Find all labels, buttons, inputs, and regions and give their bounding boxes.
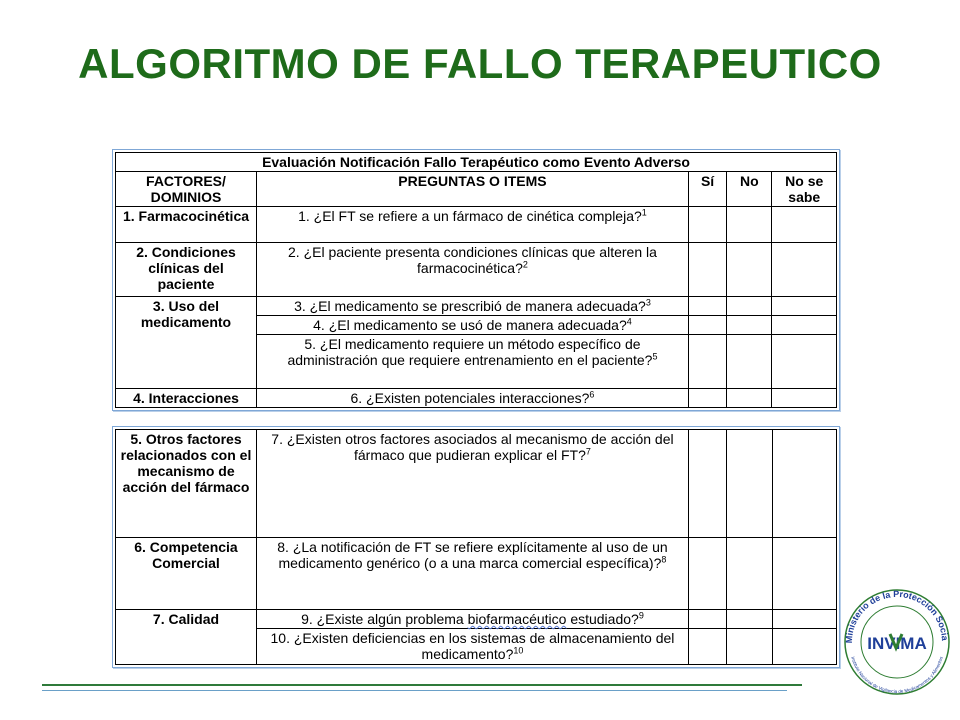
answer-yes-cell[interactable] bbox=[688, 538, 726, 610]
answer-unknown-cell[interactable] bbox=[772, 538, 836, 610]
factor-cell: 4. Interacciones bbox=[116, 389, 257, 408]
answer-yes-cell[interactable] bbox=[688, 207, 726, 243]
answer-no-cell[interactable] bbox=[727, 335, 772, 389]
factor-cell: 2. Condiciones clínicas del paciente bbox=[116, 243, 257, 297]
answer-yes-cell[interactable] bbox=[688, 430, 726, 538]
factor-cell: 7. Calidad bbox=[116, 610, 257, 665]
footer-line-green bbox=[42, 684, 802, 686]
answer-unknown-cell[interactable] bbox=[772, 610, 836, 629]
answer-no-cell[interactable] bbox=[727, 538, 772, 610]
answer-no-cell[interactable] bbox=[727, 297, 772, 316]
spellcheck-word: biofarmacéutico bbox=[467, 611, 567, 627]
answer-yes-cell[interactable] bbox=[688, 610, 726, 629]
factor-cell: 6. Competencia Comercial bbox=[116, 538, 257, 610]
evaluation-table-part-2 bbox=[112, 426, 840, 668]
answer-unknown-cell[interactable] bbox=[772, 243, 837, 297]
question-cell: 8. ¿La notificación de FT se refiere explícitamente al uso de un medicamento genérico (o a una marca comercial específica)?$^8$ bbox=[256, 538, 688, 610]
answer-unknown-cell[interactable] bbox=[772, 389, 837, 408]
question-cell: 2. ¿El paciente presenta condiciones clínicas que alteren la farmacocinética?$^2$ bbox=[256, 243, 688, 297]
logo-ring-bottom: Instituto Nacional de Vigilancia de Medicamentos y Alimentos bbox=[850, 655, 944, 695]
answer-yes-cell[interactable] bbox=[688, 316, 726, 335]
header-yes: Sí bbox=[688, 172, 726, 207]
evaluation-table-part-1 bbox=[112, 149, 840, 411]
question-cell: 5. ¿El medicamento requiere un método específico de administración que requiere entrenamiento en el paciente?$^5$ bbox=[256, 335, 688, 389]
header-questions: PREGUNTAS O ITEMS bbox=[256, 172, 688, 207]
answer-no-cell[interactable] bbox=[727, 316, 772, 335]
answer-no-cell[interactable] bbox=[727, 610, 772, 629]
factor-cell: 3. Uso del medicamento bbox=[116, 297, 257, 389]
answer-yes-cell[interactable] bbox=[688, 335, 726, 389]
header-no: No bbox=[727, 172, 772, 207]
answer-unknown-cell[interactable] bbox=[772, 207, 837, 243]
answer-yes-cell[interactable] bbox=[688, 389, 726, 408]
footer-line-blue bbox=[42, 690, 787, 691]
header-unknown: No se sabe bbox=[772, 172, 837, 207]
table-row bbox=[116, 430, 837, 538]
question-cell: 1. ¿El FT se refiere a un fármaco de cinética compleja?$^1$ bbox=[256, 207, 688, 243]
answer-no-cell[interactable] bbox=[727, 430, 772, 538]
factor-cell: 1. Farmacocinética bbox=[116, 207, 257, 243]
table-title: Evaluación Notificación Fallo Terapéutico como Evento Adverso bbox=[116, 153, 837, 172]
answer-unknown-cell[interactable] bbox=[772, 297, 837, 316]
answer-yes-cell[interactable] bbox=[688, 243, 726, 297]
logo-ring-top: Ministerio de la Protección Socia bbox=[843, 588, 951, 644]
table-row bbox=[116, 389, 837, 408]
table-row bbox=[116, 538, 837, 610]
logo-wordmark: INVIMA bbox=[867, 634, 927, 653]
answer-no-cell[interactable] bbox=[727, 389, 772, 408]
answer-unknown-cell[interactable] bbox=[772, 430, 836, 538]
question-cell: 9. ¿Existe algún problema biofarmacéutico estudiado?$^9$ bbox=[256, 610, 688, 629]
answer-no-cell[interactable] bbox=[727, 207, 772, 243]
question-cell: 10. ¿Existen deficiencias en los sistemas de almacenamiento del medicamento?$^{10}$ bbox=[256, 629, 688, 665]
question-cell: 4. ¿El medicamento se usó de manera adecuada?$^4$ bbox=[256, 316, 688, 335]
answer-unknown-cell[interactable] bbox=[772, 629, 836, 665]
question-cell: 6. ¿Existen potenciales interacciones?$^6$ bbox=[256, 389, 688, 408]
answer-unknown-cell[interactable] bbox=[772, 316, 837, 335]
answer-yes-cell[interactable] bbox=[688, 629, 726, 665]
table-row bbox=[116, 610, 837, 629]
answer-yes-cell[interactable] bbox=[688, 297, 726, 316]
factor-cell: 5. Otros factores relacionados con el mecanismo de acción del fármaco bbox=[116, 430, 257, 538]
answer-no-cell[interactable] bbox=[727, 629, 772, 665]
table-row bbox=[116, 207, 837, 243]
answer-unknown-cell[interactable] bbox=[772, 335, 837, 389]
table-row bbox=[116, 297, 837, 316]
answer-no-cell[interactable] bbox=[727, 243, 772, 297]
table-row bbox=[116, 243, 837, 297]
slide-title: ALGORITMO DE FALLO TERAPEUTICO bbox=[78, 40, 882, 87]
invima-logo bbox=[836, 578, 958, 700]
question-cell: 7. ¿Existen otros factores asociados al mecanismo de acción del fármaco que pudieran explicar el FT?$^7$ bbox=[256, 430, 688, 538]
header-factors: FACTORES/ DOMINIOS bbox=[116, 172, 257, 207]
question-cell: 3. ¿El medicamento se prescribió de manera adecuada?$^3$ bbox=[256, 297, 688, 316]
